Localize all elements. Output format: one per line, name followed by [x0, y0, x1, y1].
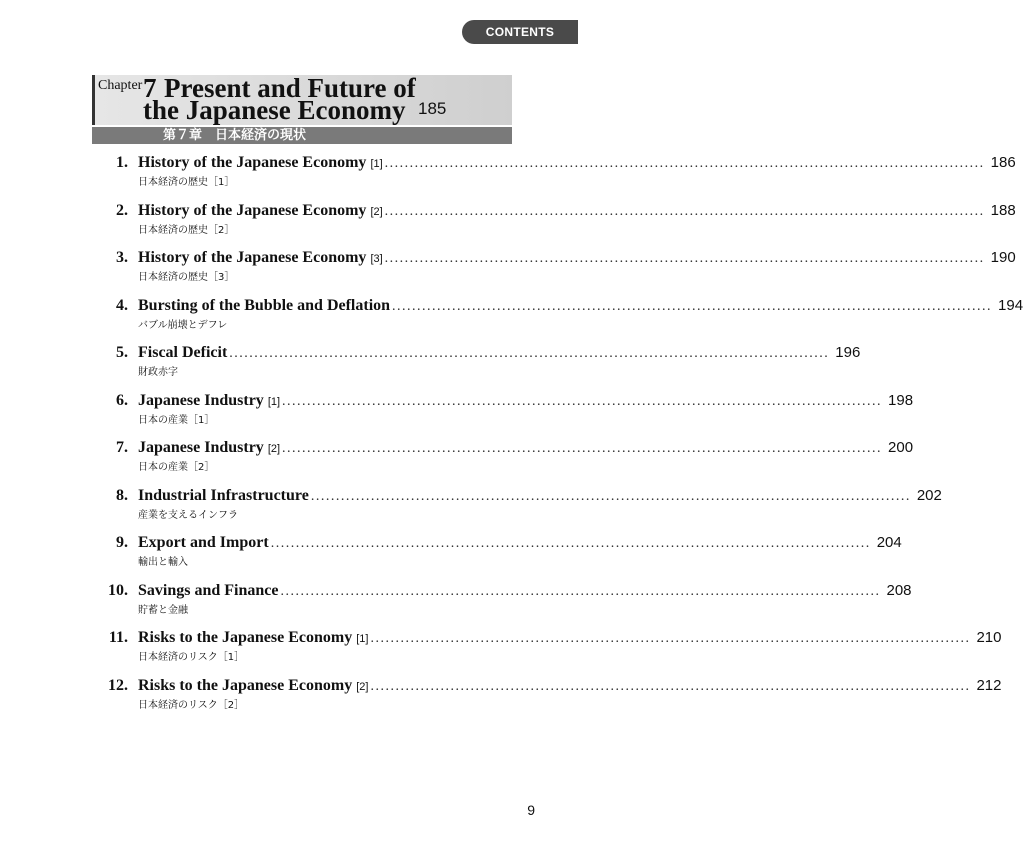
chapter-word: Chapter: [98, 78, 143, 93]
toc-entry-page: 204: [876, 534, 902, 551]
toc-entry-jp: 日本経済の歴史［1］: [138, 177, 235, 188]
contents-tab-label: CONTENTS: [485, 25, 555, 39]
toc-entry-part: [1]: [356, 633, 369, 645]
toc-entry-number: 3.: [116, 249, 128, 266]
contents-tab[interactable]: [462, 20, 578, 44]
toc-entry-number: 8.: [116, 486, 128, 504]
toc-entry-page: 188: [990, 201, 1016, 219]
toc-entry-title: Savings and Finance: [138, 581, 279, 599]
toc-entry-title: History of the Japanese Economy: [138, 249, 367, 266]
toc-entry[interactable]: [0, 296, 1023, 337]
toc-entry-page: 200: [888, 439, 914, 456]
toc-entry-number: 4.: [116, 296, 128, 314]
toc-entry-title: Industrial Infrastructure: [138, 486, 309, 504]
toc-entry-jp: 輸出と輸入: [138, 557, 188, 568]
toc-entry-line: [138, 344, 861, 362]
toc-leader-dots: ........................................................................................................................: [384, 156, 985, 171]
toc-entry-line: [138, 154, 1016, 172]
toc-entry-title: Japanese Industry: [138, 391, 264, 409]
toc-entry-title: Bursting of the Bubble and Deflation: [138, 296, 391, 314]
toc-entry[interactable]: [0, 249, 1016, 289]
toc-entry-title: History of the Japanese Economy: [138, 201, 367, 219]
toc-entry-part: [1]: [370, 158, 383, 170]
toc-entry[interactable]: [0, 201, 1016, 242]
toc-entry-line: [138, 439, 914, 457]
toc-entry[interactable]: [0, 154, 1016, 194]
chapter-page-number: 185: [418, 99, 447, 118]
toc-leader-dots: ........................................................................................................................: [270, 536, 871, 551]
chapter-title-line2: the Japanese Economy: [143, 95, 406, 125]
toc-entry-number: 6.: [116, 391, 128, 409]
toc-entry[interactable]: [0, 486, 942, 527]
toc-entry-number: 5.: [116, 344, 128, 361]
toc-leader-dots: ........................................................................................................................: [370, 631, 971, 646]
toc-entry-line: [138, 581, 912, 600]
toc-entry-title: Risks to the Japanese Economy: [138, 629, 353, 646]
toc-entry-page: 208: [886, 581, 912, 599]
toc-entry-jp: 貯蓄と金融: [138, 604, 188, 616]
toc-entry-number: 7.: [116, 439, 128, 456]
toc-entry-page: 212: [976, 676, 1002, 694]
toc-entry-number: 9.: [116, 534, 128, 551]
toc-entry-title: Japanese Industry: [138, 439, 264, 456]
toc-leader-dots: ........................................................................................................................: [370, 678, 971, 694]
toc-entry-number: 10.: [108, 581, 128, 599]
toc-entry-number: 12.: [108, 676, 128, 694]
chapter-number: 7: [143, 73, 157, 103]
toc-entry[interactable]: [0, 676, 1002, 717]
toc-entry-page: 198: [888, 391, 914, 409]
toc-entry-page: 196: [835, 344, 861, 361]
chapter-title-line1: Present and Future of: [164, 73, 416, 103]
toc-entry-line: [138, 201, 1016, 220]
toc-leader-dots: ........................................................................................................................: [282, 393, 883, 409]
toc-entry-page: 210: [976, 629, 1002, 646]
toc-leader-dots: ........................................................................................................................: [282, 441, 883, 456]
toc-entry-page: 194: [998, 296, 1023, 314]
toc-entry-jp: 日本の産業［1］: [138, 414, 215, 426]
toc-leader-dots: ........................................................................................................................: [384, 251, 985, 266]
chapter-title-box: [92, 75, 512, 125]
toc-entry-line: [138, 296, 1023, 315]
toc-entry[interactable]: [0, 534, 902, 574]
toc-entry-part: [2]: [267, 443, 281, 455]
toc-entry-part: [3]: [370, 253, 383, 265]
toc-entry-line: [138, 391, 914, 410]
toc-entry-title: Export and Import: [138, 534, 269, 551]
toc-entry-line: [138, 486, 942, 505]
page-number: 9: [527, 802, 535, 818]
toc-entry[interactable]: [0, 391, 914, 432]
toc-entry[interactable]: [0, 581, 912, 622]
toc-entry-line: [138, 249, 1016, 267]
toc-leader-dots: ........................................................................................................................: [229, 346, 830, 361]
toc-leader-dots: ........................................................................................................................: [384, 203, 985, 219]
chapter-subtitle-jp: 第７章 日本経済の現状: [92, 127, 512, 144]
toc-entry-page: 202: [916, 486, 942, 504]
toc-entry-jp: 日本経済の歴史［2］: [138, 224, 235, 236]
toc-entry-title: History of the Japanese Economy: [138, 154, 367, 171]
toc-entry[interactable]: [0, 344, 861, 384]
toc-entry-jp: 日本の産業［2］: [138, 462, 215, 473]
toc-entry-part: [1]: [267, 395, 281, 408]
toc-entry-part: [2]: [370, 205, 383, 218]
toc-leader-dots: ........................................................................................................................: [392, 298, 993, 314]
toc-entry-jp: 日本経済の歴史［3］: [138, 272, 235, 283]
toc-entry[interactable]: [0, 439, 914, 479]
toc-entry-line: [138, 534, 902, 552]
toc-entry-jp: バブル崩壊とデフレ: [138, 319, 228, 331]
chapter-heading: [92, 75, 512, 144]
toc-entry-title: Risks to the Japanese Economy: [138, 676, 353, 694]
toc-leader-dots: ........................................................................................................................: [310, 488, 911, 504]
toc-entry-jp: 産業を支えるインフラ: [138, 509, 238, 521]
toc-leader-dots: ........................................................................................................................: [280, 583, 881, 599]
toc-entry-number: 2.: [116, 201, 128, 219]
toc-entry-jp: 日本経済のリスク［1］: [138, 652, 245, 663]
toc-entry-number: 11.: [108, 629, 128, 646]
toc-entry-jp: 日本経済のリスク［2］: [138, 699, 245, 711]
toc-entry-jp: 財政赤字: [138, 367, 178, 378]
toc-entry[interactable]: [0, 629, 1002, 669]
toc-entry-page: 190: [990, 249, 1016, 266]
toc-entry-number: 1.: [116, 154, 128, 171]
toc-entry-line: [138, 676, 1002, 695]
toc-entry-title: Fiscal Deficit: [138, 344, 228, 361]
toc-entry-part: [2]: [356, 680, 369, 693]
toc-entry-page: 186: [990, 154, 1016, 171]
toc-entry-line: [138, 629, 1002, 647]
